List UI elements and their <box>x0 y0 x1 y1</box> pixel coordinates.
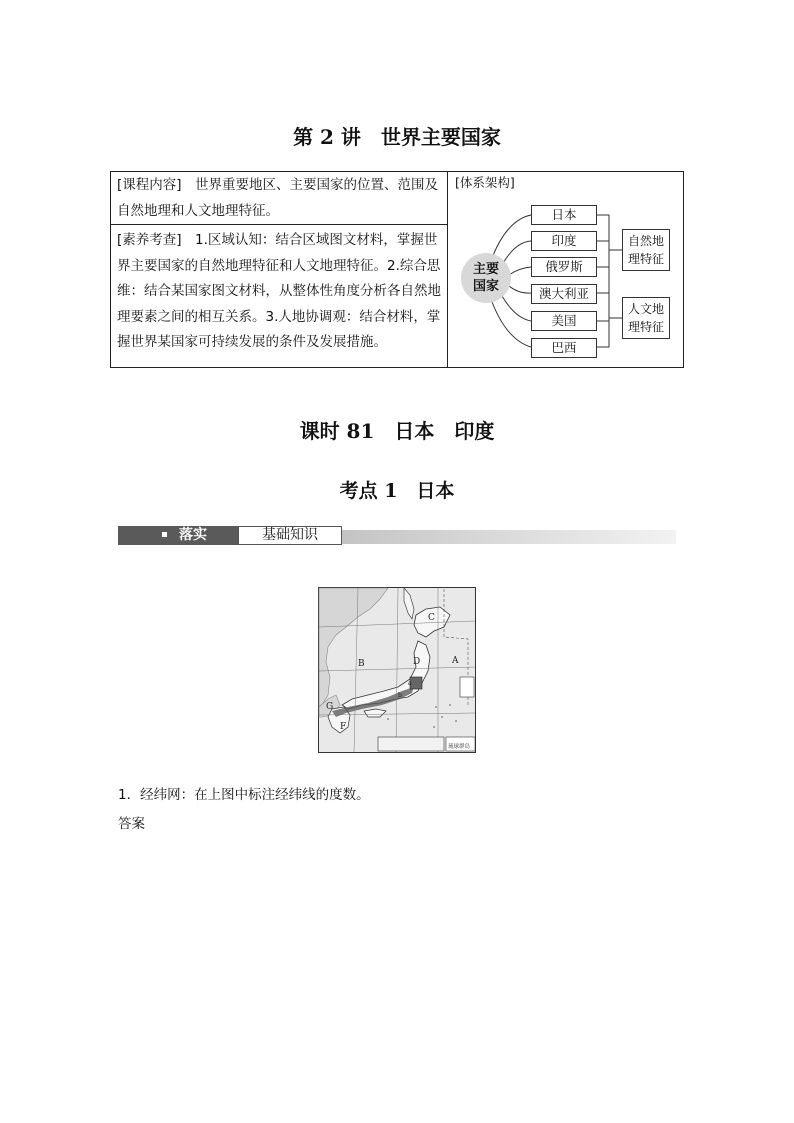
japan-map <box>318 587 476 753</box>
map-label-a-small: a <box>408 680 412 687</box>
feature2-line-1: 人文地 <box>627 302 664 316</box>
banner-tag-text: 落实 <box>179 527 207 543</box>
feature1-line-2: 理特征 <box>627 252 664 266</box>
framework-diagram <box>447 190 683 366</box>
banner-subject: 基础知识 <box>238 526 342 545</box>
feature2-line-2: 理特征 <box>627 320 664 334</box>
point-title: 考点 1 日本 <box>339 480 455 502</box>
map-label-d: D <box>413 657 421 667</box>
course-content-cell: [课程内容] 世界重要地区、主要国家的位置、范围及自然地理和人文地理特征。 <box>117 177 439 219</box>
map-label-b-small: b <box>398 692 402 699</box>
question-1: 1．经纬网：在上图中标注经纬线的度数。 <box>118 787 370 803</box>
country-russia: 俄罗斯 <box>531 257 597 277</box>
table-divider-horizontal <box>111 224 447 225</box>
map-label-g: G <box>326 702 334 712</box>
country-japan: 日本 <box>531 205 597 225</box>
country-australia: 澳大利亚 <box>531 284 597 304</box>
section-banner <box>118 526 676 548</box>
japan-map-graphic <box>318 587 476 753</box>
main-countries-node <box>461 253 511 303</box>
center-line-2: 国家 <box>472 279 499 294</box>
natural-features-box <box>622 229 670 271</box>
human-features-box <box>622 297 670 339</box>
lesson-title: 课时 81 日本 印度 <box>299 419 495 443</box>
feature1-line-1: 自然地 <box>627 234 664 248</box>
country-india: 印度 <box>531 231 597 251</box>
banner-tag <box>118 526 238 545</box>
country-brazil: 巴西 <box>531 338 597 358</box>
lecture-title: 第 2 讲 世界主要国家 <box>293 125 501 149</box>
map-label-f: F <box>340 722 347 732</box>
answer-label: 答案 <box>118 816 145 832</box>
map-label-a: A <box>452 656 459 666</box>
map-corner-note: 琉球群岛 <box>448 744 471 750</box>
bullet-square-icon <box>162 532 167 537</box>
literacy-check-cell: [素养考查] 1.区域认知：结合区域图文材料，掌握世界主要国家的自然地理特征和人文地理特征。2.综合思维：结合某国家图文材料，从整体性角度分析各自然地理要素之间的相互关系。3.人地协调观：结合材料，掌握世界某国家可持续发展的条件及发展措施。 <box>117 232 441 350</box>
framework-label: [体系架构] <box>455 175 515 190</box>
map-label-c: C <box>428 613 435 623</box>
country-usa: 美国 <box>531 311 597 331</box>
center-line-1: 主要 <box>472 262 499 277</box>
map-label-b: B <box>358 659 365 669</box>
